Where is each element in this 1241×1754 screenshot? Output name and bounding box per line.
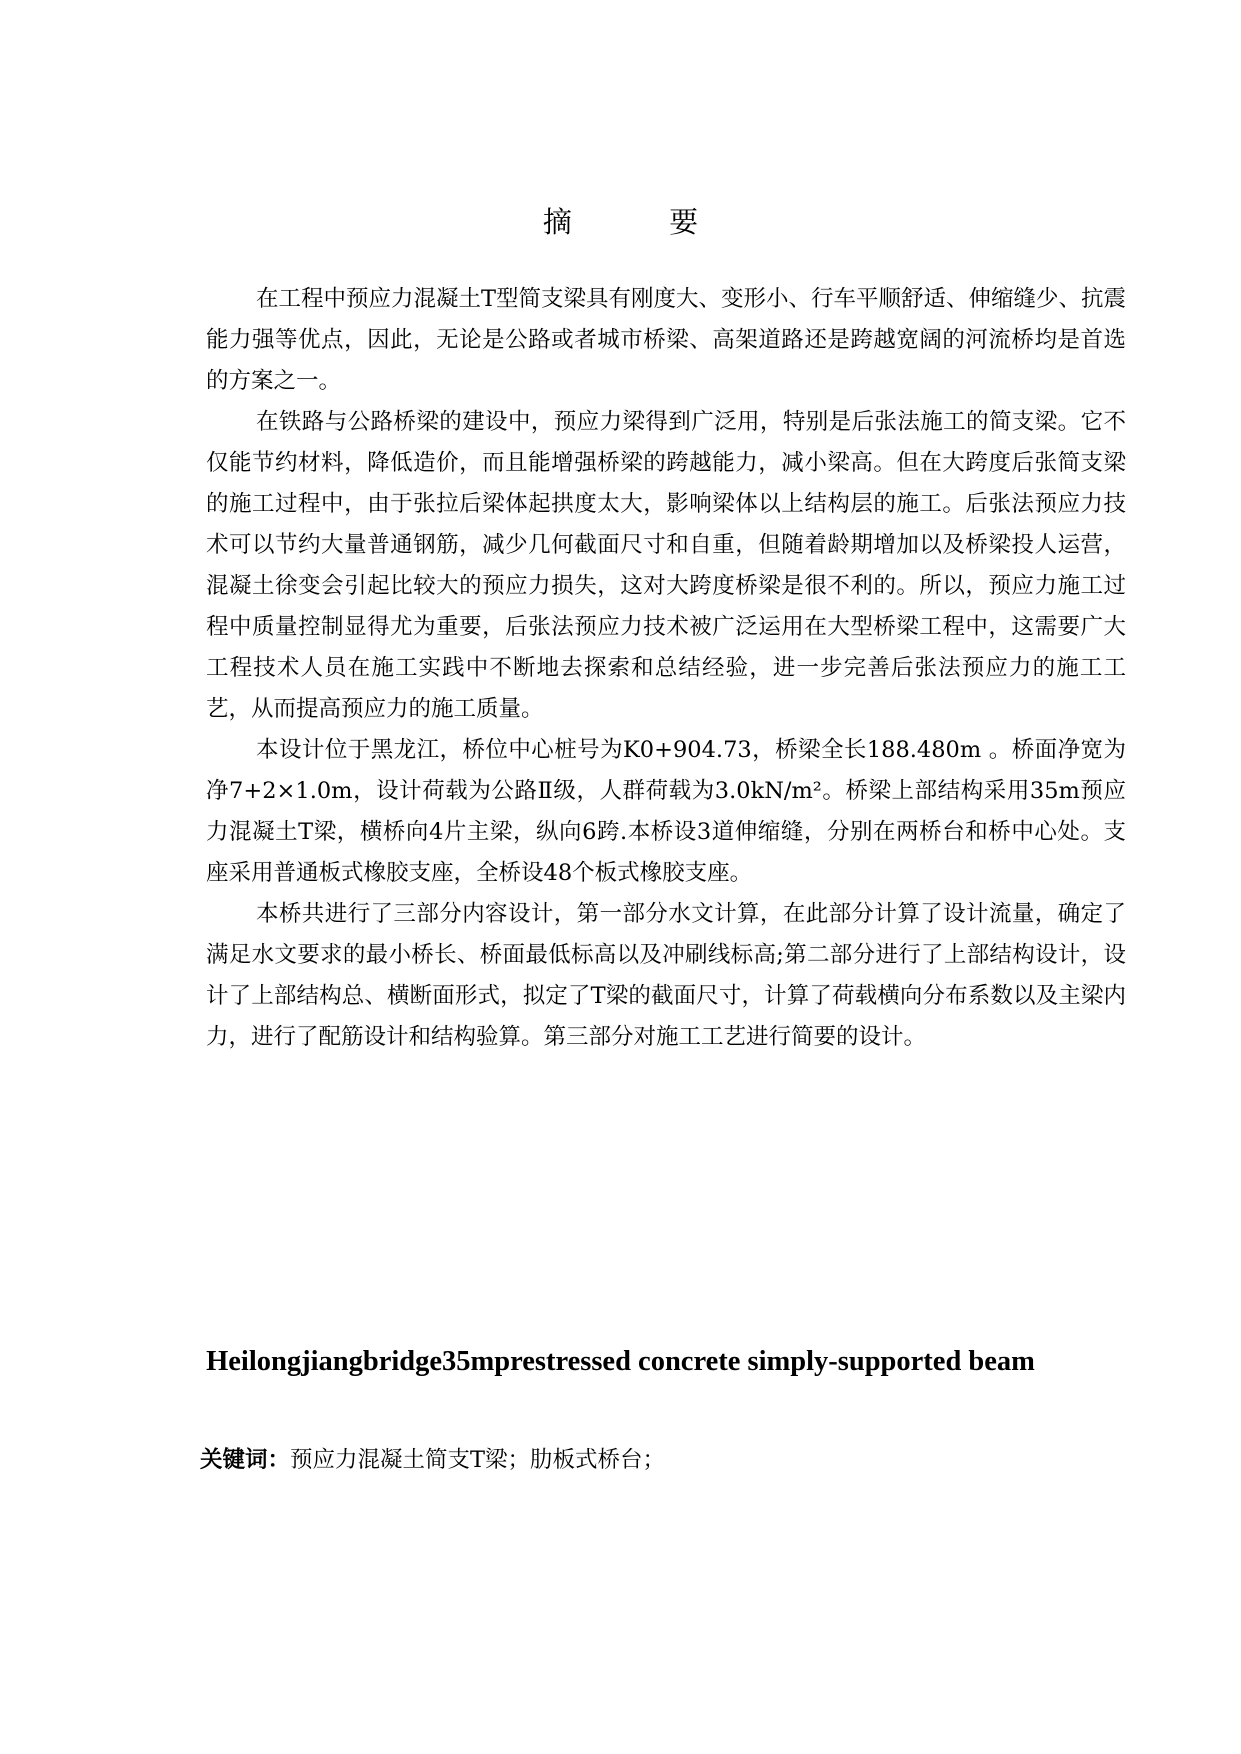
abstract-paragraph-1: 在工程中预应力混凝土T型简支梁具有刚度大、变形小、行车平顺舒适、伸缩缝少、抗震能力强等优点，因此，无论是公路或者城市桥梁、高架道路还是跨越宽阔的河流桥均是首选的方案之一。: [206, 286, 1127, 394]
abstract-paragraph-3: 本设计位于黑龙江，桥位中心桩号为K0+904.73，桥梁全长188.480m 。桥面净宽为净7+2×1.0m，设计荷载为公路Ⅱ级，人群荷载为3.0kN/m²。桥梁上部结构采用35m预应力混凝土T梁，横桥向4片主梁，纵向6跨.本桥设3道伸缩缝，分别在两桥台和桥中心处。支座采用普通板式橡胶支座，全桥设48个板式橡胶支座。: [206, 737, 1126, 886]
abstract-body: [206, 279, 1126, 1058]
keywords-line: [200, 1440, 665, 1480]
english-title: Heilongjiangbridge35mprestressed concrete simply-supported beam: [206, 1346, 1035, 1377]
keywords-text: 预应力混凝土简支T梁；肋板式桥台；: [290, 1447, 666, 1473]
keywords-label: 关键词：: [200, 1447, 291, 1473]
abstract-paragraph-4: 本桥共进行了三部分内容设计，第一部分水文计算，在此部分计算了设计流量，确定了满足水文要求的最小桥长、桥面最低标高以及冲刷线标高;第二部分进行了上部结构设计，设计了上部结构总、横断面形式，拟定了T梁的截面尺寸，计算了荷载横向分布系数以及主梁内力，进行了配筋设计和结构验算。第三部分对施工工艺进行简要的设计。: [206, 901, 1126, 1050]
abstract-paragraph-2: 在铁路与公路桥梁的建设中，预应力梁得到广泛用，特别是后张法施工的简支梁。它不仅能节约材料，降低造价，而且能增强桥梁的跨越能力，减小梁高。但在大跨度后张简支梁的施工过程中，由于张拉后梁体起拱度太大，影响梁体以上结构层的施工。后张法预应力技术可以节约大量普通钢筋，减少几何截面尺寸和自重，但随着龄期增加以及桥梁投人运营，混凝土徐变会引起比较大的预应力损失，这对大跨度桥梁是很不利的。所以，预应力施工过程中质量控制显得尤为重要，后张法预应力技术被广泛运用在大型桥梁工程中，这需要广大工程技术人员在施工实践中不断地去探索和总结经验，进一步完善后张法预应力的施工工艺，从而提高预应力的施工质量。: [206, 409, 1126, 722]
abstract-title: 摘 要: [542, 205, 743, 239]
